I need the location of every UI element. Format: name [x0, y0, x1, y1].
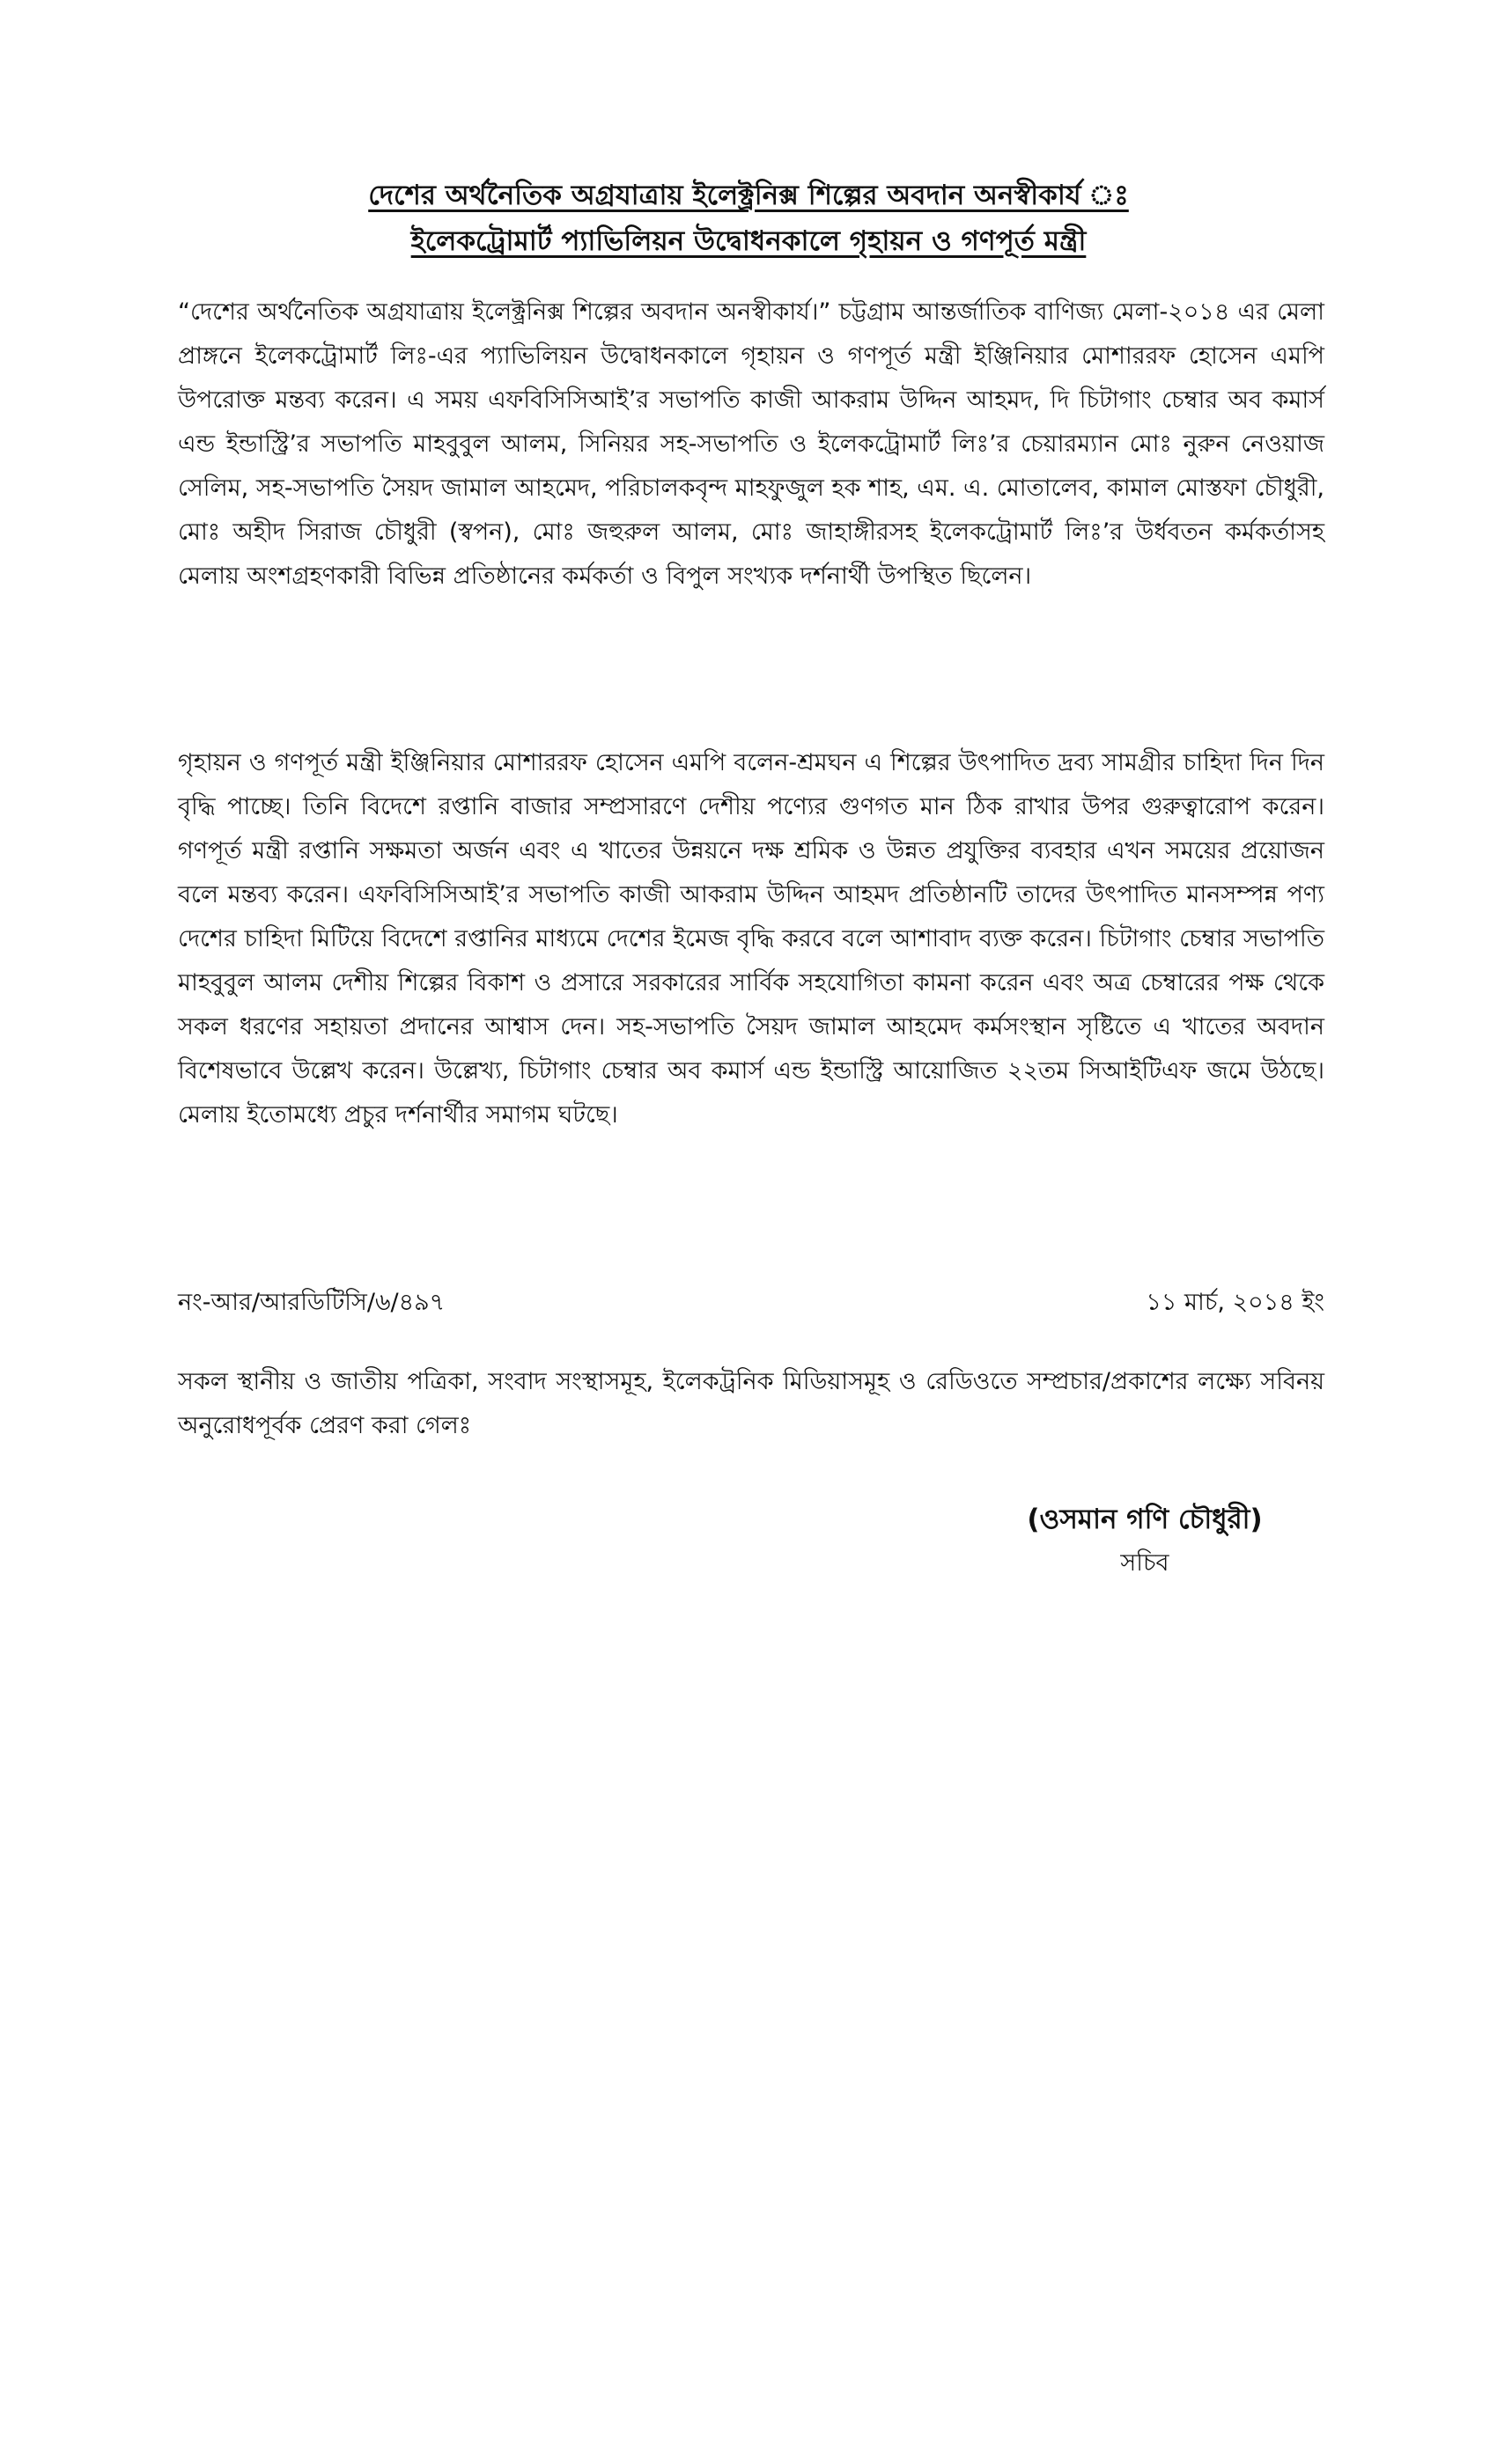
distribution-note: সকল স্থানীয় ও জাতীয় পত্রিকা, সংবাদ সংস্থাসমূহ, ইলেকট্রনিক মিডিয়াসমূহ ও রেডিওতে সম্প্রচার/প্রকাশের লক্ষ্যে সবিনয় অনুরোধপূর্বক প্রেরণ করা গেলঃ [178, 1368, 1324, 1439]
body-paragraph-1: “দেশের অর্থনৈতিক অগ্রযাত্রায় ইলেক্ট্রনিক্স শিল্পের অবদান অনস্বীকার্য।” চট্টগ্রাম আন্তর্জাতিক বাণিজ্য মেলা-২০১৪ এর মেলা প্রাঙ্গনে ইলেকট্রোমার্ট লিঃ-এর প্যাভিলিয়ন উদ্বোধনকালে গৃহায়ন ও গণপূর্ত মন্ত্রী ইঞ্জিনিয়ার মোশাররফ হোসেন এমপি উপরোক্ত মন্তব্য করেন। এ সময় এফবিসিসিআই’র সভাপতি কাজী আকরাম উদ্দিন আহমদ, দি চিটাগাং চেম্বার অব কমার্স এন্ড ইন্ডাস্ট্রি’র সভাপতি মাহবুবুল আলম, সিনিয়র সহ-সভাপতি ও ইলেকট্রোমার্ট লিঃ’র চেয়ারম্যান মোঃ নুরুন নেওয়াজ সেলিম, সহ-সভাপতি সৈয়দ জামাল আহমেদ, পরিচালকবৃন্দ মাহফুজুল হক শাহ, এম. এ. মোতালেব, কামাল মোস্তফা চৌধুরী, মোঃ অহীদ সিরাজ চৌধুরী (স্বপন), মোঃ জহুরুল আলম, মোঃ জাহাঙ্গীরসহ ইলেকট্রোমার্ট লিঃ’র উর্ধবতন কর্মকর্তাসহ মেলায় অংশগ্রহণকারী বিভিন্ন প্রতিষ্ঠানের কর্মকর্তা ও বিপুল সংখ্যক দর্শনার্থী উপস্থিত ছিলেন। [178, 298, 1324, 590]
issue-date: ১১ মার্চ, ২০১৪ ইং [1146, 1289, 1324, 1316]
headline [176, 173, 1321, 264]
headline-line-2: ইলেকট্রোমার্ট প্যাভিলিয়ন উদ্বোধনকালে গৃহায়ন ও গণপূর্ত মন্ত্রী [410, 225, 1087, 257]
signature-block [960, 1497, 1330, 1585]
reference-number: নং-আর/আরডিটিসি/৬/৪৯৭ [178, 1289, 446, 1316]
body-paragraph-2: গৃহায়ন ও গণপূর্ত মন্ত্রী ইঞ্জিনিয়ার মোশাররফ হোসেন এমপি বলেন-শ্রমঘন এ শিল্পের উৎপাদিত দ্রব্য সামগ্রীর চাহিদা দিন দিন বৃদ্ধি পাচ্ছে। তিনি বিদেশে রপ্তানি বাজার সম্প্রসারণে দেশীয় পণ্যের গুণগত মান ঠিক রাখার উপর গুরুত্বারোপ করেন। গণপূর্ত মন্ত্রী রপ্তানি সক্ষমতা অর্জন এবং এ খাতের উন্নয়নে দক্ষ শ্রমিক ও উন্নত প্রযুক্তির ব্যবহার এখন সময়ের প্রয়োজন বলে মন্তব্য করেন। এফবিসিসিআই’র সভাপতি কাজী আকরাম উদ্দিন আহমদ প্রতিষ্ঠানটি তাদের উৎপাদিত মানসম্পন্ন পণ্য দেশের চাহিদা মিটিয়ে বিদেশে রপ্তানির মাধ্যমে দেশের ইমেজ বৃদ্ধি করবে বলে আশাবাদ ব্যক্ত করেন। চিটাগাং চেম্বার সভাপতি মাহবুবুল আলম দেশীয় শিল্পের বিকাশ ও প্রসারে সরকারের সার্বিক সহযোগিতা কামনা করেন এবং অত্র চেম্বারের পক্ষ থেকে সকল ধরণের সহায়তা প্রদানের আশ্বাস দেন। সহ-সভাপতি সৈয়দ জামাল আহমেদ কর্মসংস্থান সৃষ্টিতে এ খাতের অবদান বিশেষভাবে উল্লেখ করেন। উল্লেখ্য, চিটাগাং চেম্বার অব কমার্স এন্ড ইন্ডাস্ট্রি আয়োজিত ২২তম সিআইটিএফ জমে উঠছে। মেলায় ইতোমধ্যে প্রচুর দর্শনার্থীর সমাগম ঘটছে। [178, 749, 1324, 1129]
reference-date-row [178, 1281, 1324, 1325]
signatory-title: সচিব [1120, 1549, 1169, 1577]
headline-line-1: দেশের অর্থনৈতিক অগ্রযাত্রায় ইলেক্ট্রনিক্স শিল্পের অবদান অনস্বীকার্য ঃ [368, 180, 1129, 211]
signatory-name: (ওসমান গণি চৌধুরী) [1027, 1504, 1263, 1535]
